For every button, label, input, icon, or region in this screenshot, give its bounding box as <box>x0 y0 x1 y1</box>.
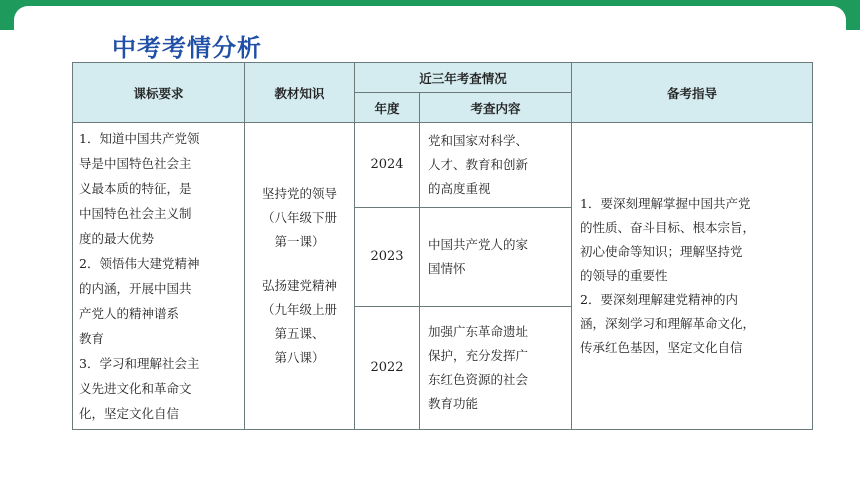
knowledge-line: （八年级下册 <box>261 210 337 225</box>
content-line: 国情怀 <box>428 260 466 276</box>
analysis-table <box>72 62 813 430</box>
content-cell <box>420 207 572 306</box>
knowledge-line: 第一课） <box>274 234 325 249</box>
standard-line: 义先进文化和革命文 <box>79 381 192 396</box>
knowledge-line: 弘扬建党精神 <box>261 278 337 293</box>
guide-line: 2．要深刻理解建党精神的内 <box>580 292 738 307</box>
knowledge-line: 第八课） <box>274 350 325 365</box>
logo-text: 21世纪教育 <box>776 9 836 22</box>
standard-line: 义最本质的特征，是 <box>79 181 192 196</box>
standard-line: 1．知道中国共产党领 <box>79 131 200 146</box>
year-cell: 2023 <box>355 207 420 306</box>
standard-line: 3．学习和理解社会主 <box>79 356 200 371</box>
content-line: 党和国家对科学、 <box>428 132 529 148</box>
guide-line: 1．要深刻理解掌握中国共产党 <box>580 196 751 211</box>
knowledge-line: 坚持党的领导 <box>261 186 337 201</box>
guide-line: 的性质、奋斗目标、根本宗旨， <box>580 220 756 235</box>
header-standard: 课标要求 <box>73 63 245 123</box>
standard-cell <box>73 123 245 430</box>
guide-line: 的领导的重要性 <box>580 268 668 283</box>
knowledge-line: （九年级上册 <box>261 302 337 317</box>
standard-line: 教育 <box>79 331 105 346</box>
page-title: 中考考情分析 <box>112 34 262 62</box>
runner-icon <box>760 8 774 22</box>
logo <box>760 7 836 23</box>
content-line: 中国共产党人的家 <box>428 236 529 252</box>
header-year: 年度 <box>355 93 420 123</box>
header-guide: 备考指导 <box>572 63 813 123</box>
guide-line: 涵，深刻学习和理解革命文化， <box>580 316 756 331</box>
standard-line: 度的最大优势 <box>79 231 155 246</box>
standard-line: 的内涵，开展中国共 <box>79 281 192 296</box>
content-cell <box>420 306 572 429</box>
content-line: 加强广东革命遗址 <box>428 323 529 339</box>
content-line: 的高度重视 <box>428 180 491 196</box>
content-cell <box>420 123 572 208</box>
content-line: 教育功能 <box>428 395 479 411</box>
top-banner <box>0 0 860 30</box>
guide-line: 初心使命等知识；理解坚持党 <box>580 244 743 259</box>
header-recent: 近三年考查情况 <box>355 63 572 93</box>
guide-line: 传承红色基因，坚定文化自信 <box>580 340 743 355</box>
content-line: 保护，充分发挥广 <box>428 347 529 363</box>
year-cell: 2024 <box>355 123 420 208</box>
content-line: 东红色资源的社会 <box>428 371 529 387</box>
year-cell: 2022 <box>355 306 420 429</box>
header-content: 考查内容 <box>420 93 572 123</box>
standard-line: 产党人的精神谱系 <box>79 306 180 321</box>
standard-line: 2．领悟伟大建党精神 <box>79 256 200 271</box>
standard-line: 导是中国特色社会主 <box>79 156 192 171</box>
guide-cell <box>572 123 813 430</box>
header-knowledge: 教材知识 <box>245 63 355 123</box>
content-line: 人才、教育和创新 <box>428 156 529 172</box>
knowledge-cell <box>245 123 355 430</box>
standard-line: 中国特色社会主义制 <box>79 206 192 221</box>
standard-line: 化，坚定文化自信 <box>79 406 180 421</box>
knowledge-line: 第五课、 <box>274 326 325 341</box>
